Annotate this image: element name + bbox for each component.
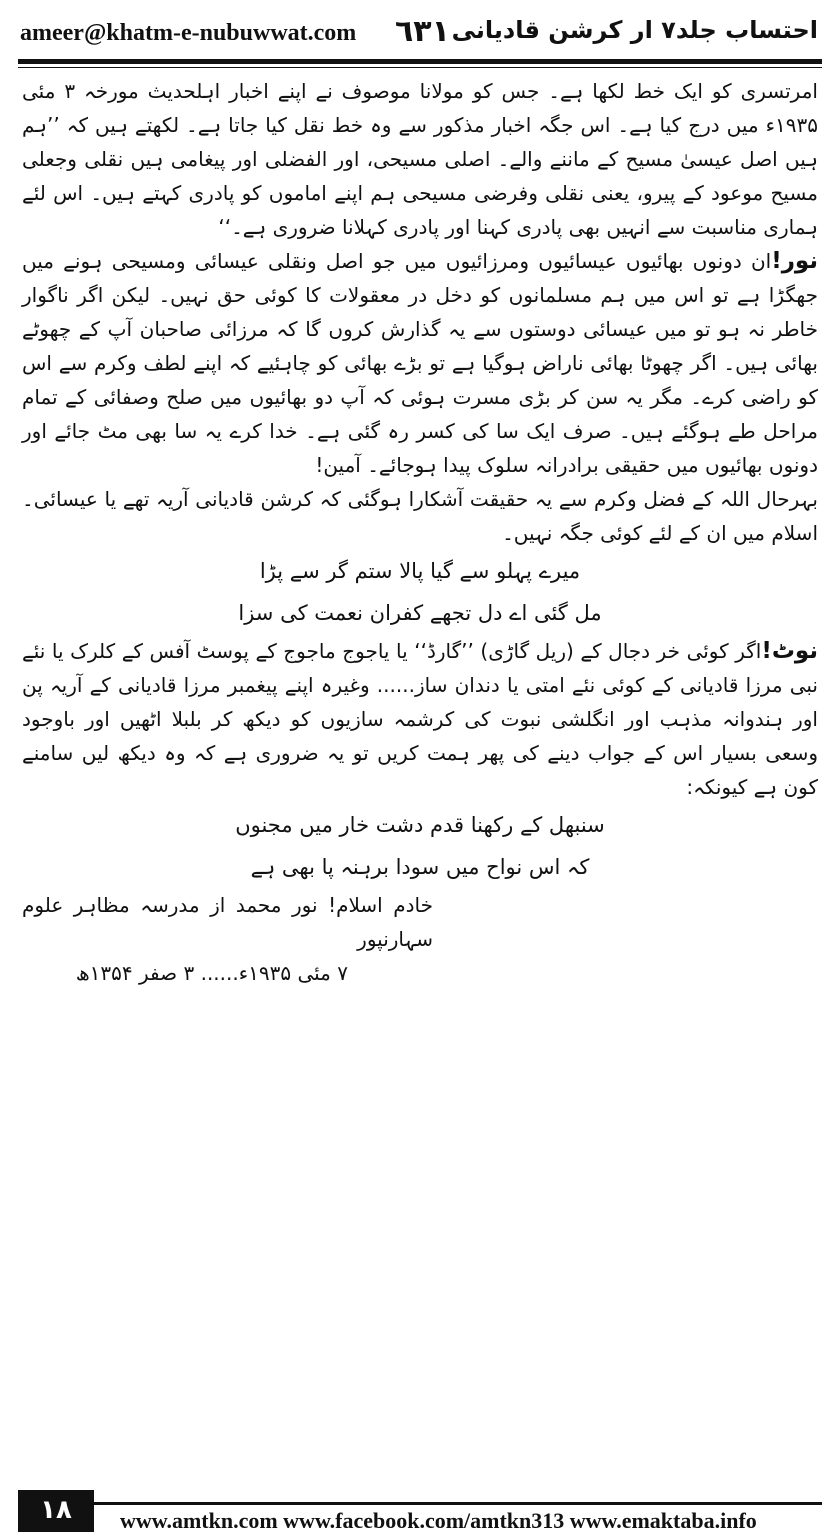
paragraph-noor-text: ان دونوں بھائیوں عیسائیوں ومرزائیوں میں جو اصل ونقلی عیسائی ومسیحی ہونے میں جھگڑا ہے تو اس میں ہم مسلمانوں کو دخل در معقولات کا کوئی حق نہیں۔ لیکن اگر ناگوار خاطر نہ ہو تو میں عیسائی دوستوں سے یہ گذارش کروں گا کہ مرزائی صاحبان آپ کے چھوٹے بھائی ہیں۔ اگر چھوٹا بھائی ناراض ہوگیا ہے تو بڑے بھائی کو چاہئیے کہ اپنے لطف وکرم سے اس کو راضی کرے۔ مگر یہ سن کر بڑی مسرت ہوئی کہ آپ دو بھائیوں میں صلح وصفائی کے تمام مراحل طے ہوگئے ہیں۔ صرف ایک سا کی کسر رہ گئی ہے۔ خدا کرے یہ سا بھی مٹ جائے اور دونوں بھائیوں میں حقیقی برادرانہ سلوک پیدا ہوجائے۔ آمین! (22, 249, 818, 477)
header-page-number: ٦٣١ (395, 14, 450, 49)
paragraph-letter: امرتسری کو ایک خط لکھا ہے۔ جس کو مولانا موصوف نے اپنے اخبار اہلحدیث مورخہ ۳ مئی ۱۹۳۵ء میں درج کیا ہے۔ اس جگہ اخبار مذکور سے وہ خط نقل کیا جاتا ہے۔ لکھتے ہیں کہ ’’ہم ہیں اصل عیسیٰ مسیح کے ماننے والے۔ اصلی مسیحی، اور الفضلی اور پیغامی ہیں نقلی وجعلی مسیح موعود کے پیرو، یعنی نقلی وفرضی مسیحی ہم اپنے اماموں کو پادری کہتے ہیں۔ اس لئے ہماری مناسبت سے انہیں بھی پادری کہنا اور پادری کہلانا ضروری ہے۔‘‘ (22, 79, 818, 239)
header-rule-thick (18, 59, 822, 64)
verse-1-line-1: میرے پہلو سے گیا پالا ستم گر سے پڑا (259, 559, 581, 583)
page-footer (0, 1488, 840, 1540)
footer-rule (94, 1502, 822, 1505)
paragraph-noor (22, 244, 818, 482)
paragraph-conclusion: بہرحال اللہ کے فضل وکرم سے یہ حقیقت آشکارا ہوگئی کہ کرشن قادیانی آریہ تھے یا عیسائی۔ اسلام میں ان کے لئے کوئی جگہ نہیں۔ (22, 487, 818, 545)
verse-block-1 (22, 550, 818, 634)
header-email[interactable]: ameer@khatm-e-nubuwwat.com (20, 20, 357, 46)
signature: خادم اسلام! نور محمد از مدرسہ مظاہر علوم سہارنپور (22, 893, 433, 951)
lead-noor: نور! (771, 248, 818, 274)
verse-1-line-2: مل گئی اے دل تجھے کفران نعمت کی سزا (238, 601, 602, 625)
verse-block-2 (22, 804, 818, 888)
lead-note: نوٹ! (761, 638, 818, 664)
header-title: احتساب جلد۷ ار کرشن قادیانی (451, 16, 818, 44)
verse-2-line-1: سنبھل کے رکھنا قدم دشت خار میں مجنوں (235, 813, 605, 837)
verse-2-line-2: کہ اس نواح میں سودا برہنہ پا بھی ہے (250, 855, 590, 879)
main-text (22, 74, 818, 990)
signature-date: ۷ مئی ۱۹۳۵ء...... ۳ صفر ۱۳۵۴ھ (75, 961, 348, 985)
paragraph-note-text: اگر کوئی خر دجال کے (ریل گاڑی) ’’گارڈ‘‘ یا یاجوج ماجوج کے پوسٹ آفس کے کلرک یا نئے نبی مرزا قادیانی کے کوئی نئے امتی یا دندان ساز...... وغیرہ اپنے پیغمبر مرزا قادیانی کے آریہ پن اور ہندوانہ مذہب اور انگلشی نبوت کی کرشمہ سازیوں کو دیکھ کر بلبلا اٹھیں اور باوجود وسعی بسیار اس کے جواب دینے کی پھر ہمت کریں تو یہ ضروری ہے کہ وہ دیکھ لیں سامنے کون ہے کیونکہ: (22, 639, 818, 799)
header-rule-thin (18, 67, 822, 68)
paragraph-note (22, 634, 818, 804)
footer-links[interactable]: www.amtkn.com www.facebook.com/amtkn313 www.emaktaba.info (120, 1508, 757, 1533)
footer-page-number: ۱۸ (18, 1490, 94, 1532)
page-header (0, 0, 840, 60)
